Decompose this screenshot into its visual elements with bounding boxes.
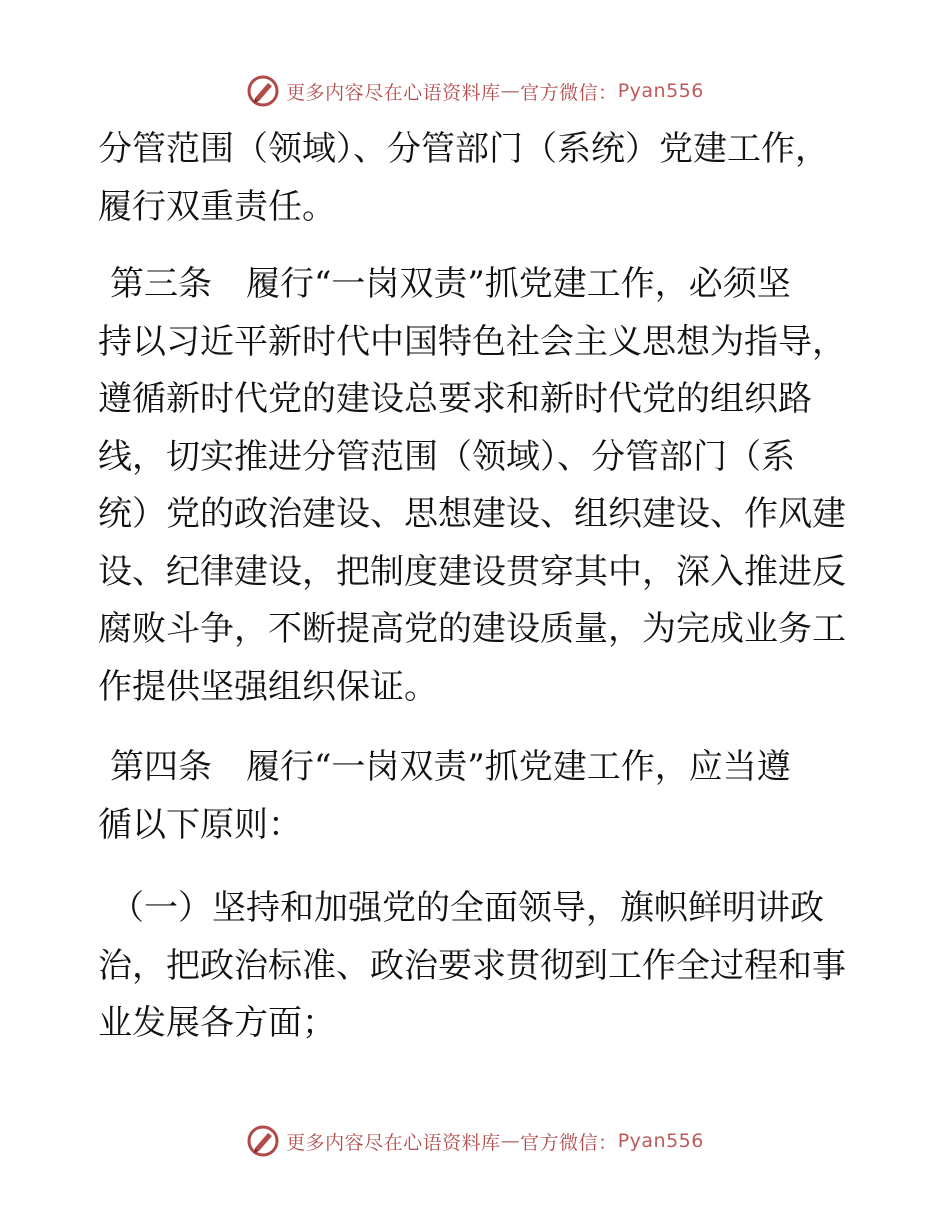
pen-logo-icon: [246, 74, 280, 108]
text-line: 设、纪律建设，把制度建设贯穿其中，深入推进反: [98, 551, 846, 592]
text-line: 遵循新时代党的建设总要求和新时代党的组织路: [98, 379, 812, 419]
text-line: 统）党的政治建设、思想建设、组织建设、作风建: [98, 494, 846, 534]
article-3: [98, 256, 858, 716]
watermark-contact: 官方微信：: [520, 81, 618, 104]
watermark-text: 更多内容尽在心语资料库: [286, 1131, 501, 1154]
text-line: 作提供坚强组织保证。: [98, 666, 438, 707]
text-line: 线，切实推进分管范围（领域）、分管部门（系: [98, 436, 795, 477]
text-line: （一）坚持和加强党的全面领导，旗帜鲜明讲政: [110, 888, 824, 928]
text-line: 治，把政治标准、政治要求贯彻到工作全过程和事: [98, 945, 846, 986]
watermark-separator: —: [500, 1130, 521, 1152]
principle-1: [98, 880, 858, 1053]
watermark-separator: —: [500, 80, 521, 102]
header-watermark: [0, 74, 950, 108]
text-line: 第三条 履行“一岗双责”抓党建工作，必须坚: [110, 264, 791, 304]
text-line: 业发展各方面；: [98, 1003, 336, 1043]
watermark-wechat-id: Pyan556: [617, 1130, 704, 1152]
article-4: [98, 739, 858, 854]
pen-logo-icon: [246, 1124, 280, 1158]
paragraph-continuation: [98, 121, 858, 236]
text-line: 履行双重责任。: [98, 186, 336, 227]
text-line: 腐败斗争，不断提高党的建设质量，为完成业务工: [98, 609, 846, 649]
footer-watermark: [0, 1124, 950, 1158]
watermark-contact: 官方微信：: [520, 1131, 618, 1154]
text-line: 第四条 履行“一岗双责”抓党建工作，应当遵: [110, 747, 791, 787]
text-line: 循以下原则：: [98, 804, 302, 845]
document-body: [98, 121, 858, 1053]
watermark-wechat-id: Pyan556: [617, 80, 704, 102]
text-line: 分管范围（领域）、分管部门（系统）党建工作，: [98, 129, 829, 169]
watermark-text: 更多内容尽在心语资料库: [286, 81, 501, 104]
text-line: 持以习近平新时代中国特色社会主义思想为指导，: [98, 321, 846, 362]
